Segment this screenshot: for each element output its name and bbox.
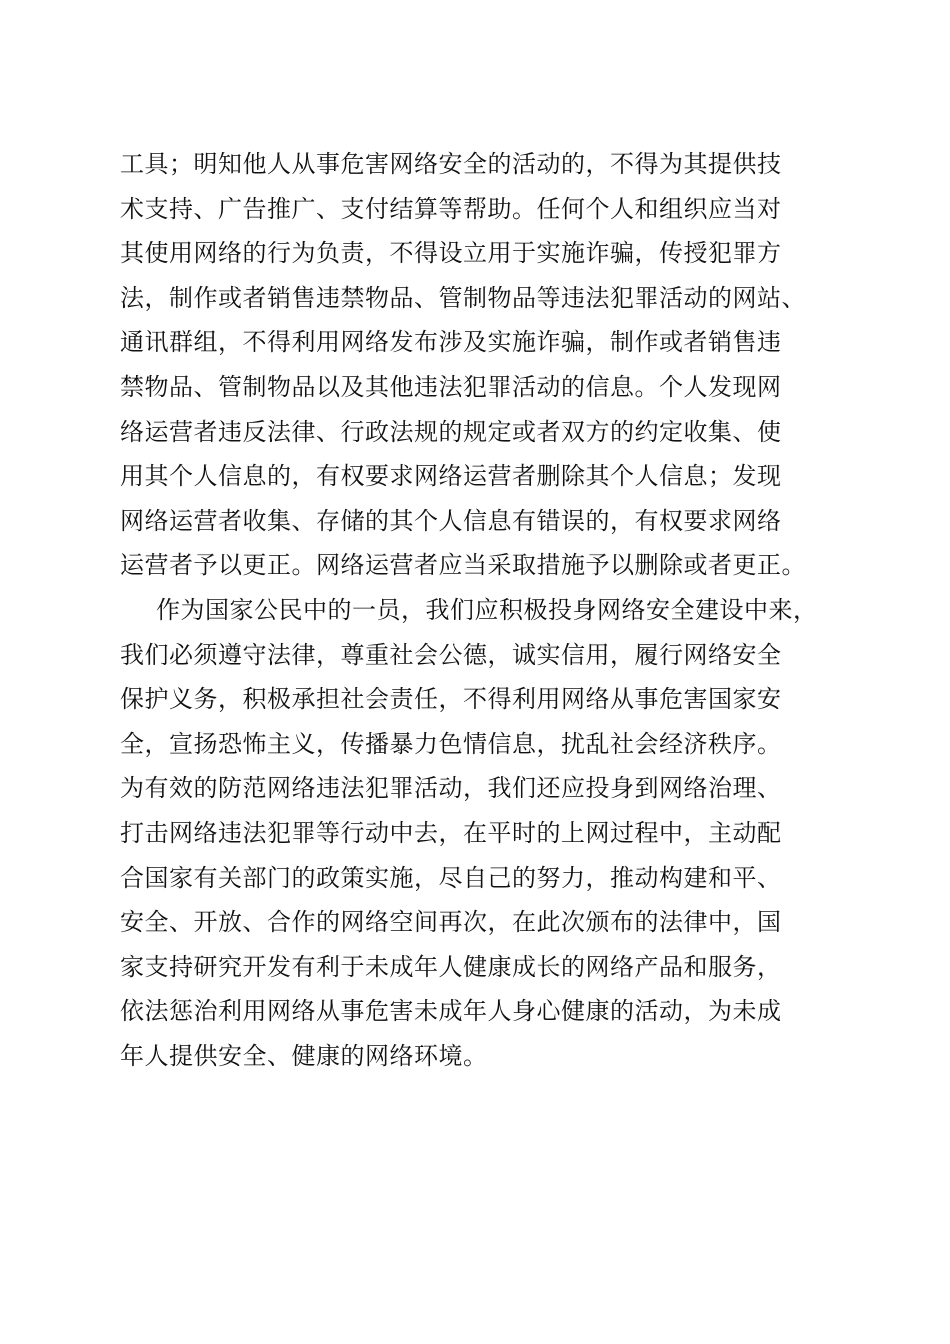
text-line: 年人提供安全、健康的网络环境。 — [120, 1041, 488, 1070]
text-line: 络运营者违反法律、行政法规的规定或者双方的约定收集、使 — [120, 417, 782, 446]
text-line: 全，宣扬恐怖主义，传播暴力色情信息，扰乱社会经济秩序。 — [120, 729, 782, 758]
text-line: 为有效的防范网络违法犯罪活动，我们还应投身到网络治理、 — [120, 774, 782, 803]
text-line: 家支持研究开发有利于未成年人健康成长的网络产品和服务， — [120, 952, 782, 981]
text-line: 术支持、广告推广、支付结算等帮助。任何个人和组织应当对 — [120, 194, 782, 223]
paragraph-1 — [120, 142, 840, 588]
text-line: 工具；明知他人从事危害网络安全的活动的，不得为其提供技 — [120, 150, 782, 178]
text-line: 安全、开放、合作的网络空间再次，在此次颁布的法律中，国 — [120, 908, 782, 937]
text-line: 依法惩治利用网络从事危害未成年人身心健康的活动，为未成 — [120, 997, 782, 1026]
text-line: 我们必须遵守法律，尊重社会公德，诚实信用，履行网络安全 — [120, 640, 782, 669]
text-line: 法，制作或者销售违禁物品、管制物品等违法犯罪活动的网站、 — [120, 283, 806, 312]
text-line: 禁物品、管制物品以及其他违法犯罪活动的信息。个人发现网 — [120, 372, 782, 401]
text-line: 通讯群组，不得利用网络发布涉及实施诈骗，制作或者销售违 — [120, 328, 782, 357]
paragraph-2 — [120, 588, 840, 1079]
text-line: 保护义务，积极承担社会责任，不得利用网络从事危害国家安 — [120, 685, 782, 714]
text-line: 打击网络违法犯罪等行动中去，在平时的上网过程中，主动配 — [120, 818, 782, 847]
document-body — [120, 142, 840, 1078]
text-line: 其使用网络的行为负责，不得设立用于实施诈骗，传授犯罪方 — [120, 239, 782, 268]
text-line-indented: 作为国家公民中的一员，我们应积极投身网络安全建设中来， — [156, 595, 818, 624]
text-line: 用其个人信息的，有权要求网络运营者删除其个人信息；发现 — [120, 462, 782, 491]
text-line: 运营者予以更正。网络运营者应当采取措施予以删除或者更正。 — [120, 551, 806, 580]
text-line: 合国家有关部门的政策实施，尽自己的努力，推动构建和平、 — [120, 863, 782, 892]
text-line: 网络运营者收集、存储的其个人信息有错误的，有权要求网络 — [120, 506, 782, 535]
